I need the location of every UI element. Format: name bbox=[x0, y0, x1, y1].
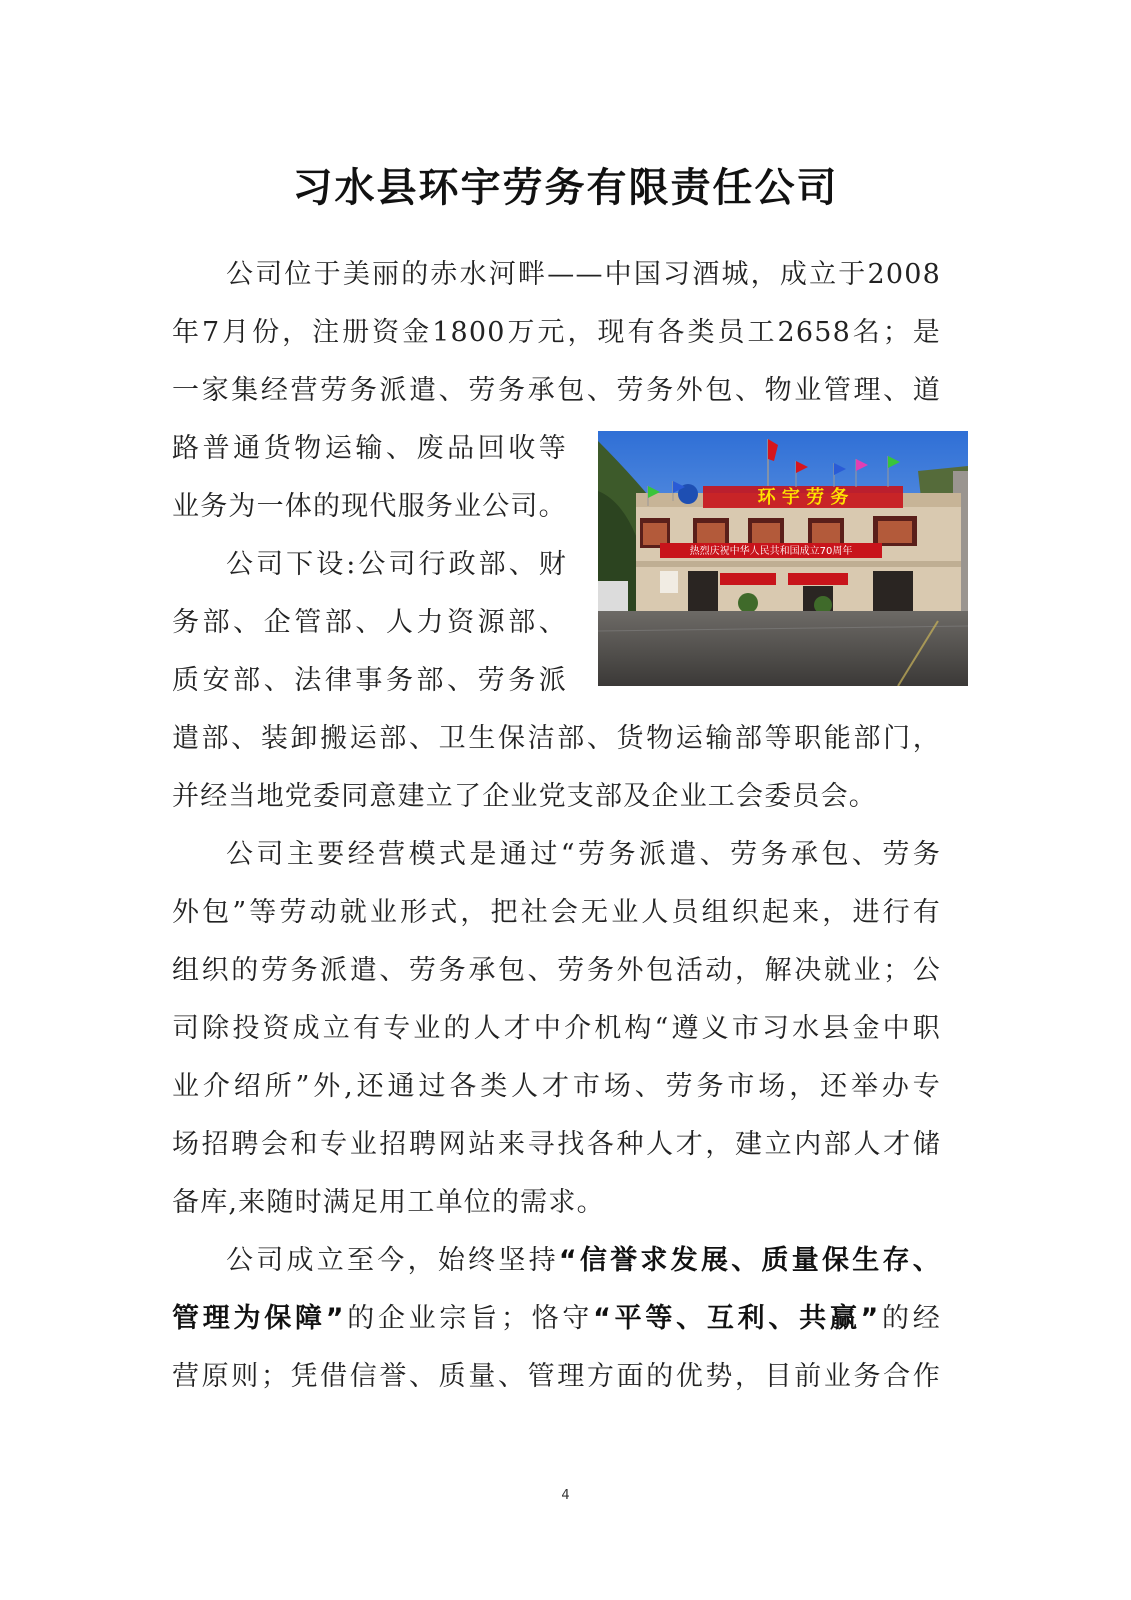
text-line bbox=[172, 1299, 941, 1339]
text-line: 一家集经营劳务派遣、劳务承包、劳务外包、物业管理、道 bbox=[172, 375, 941, 406]
photo-banner-text: 热烈庆祝中华人民共和国成立70周年 bbox=[689, 546, 853, 557]
text-line: 场招聘会和专业招聘网站来寻找各种人才，建立内部人才储 bbox=[172, 1129, 941, 1160]
text-line: 业介绍所”外,还通过各类人才市场、劳务市场，还举办专 bbox=[172, 1071, 941, 1102]
text-line: 组织的劳务派遣、劳务承包、劳务外包活动，解决就业；公 bbox=[172, 955, 941, 986]
text-line: 公司主要经营模式是通过“劳务派遣、劳务承包、劳务 bbox=[226, 839, 941, 870]
text-line: 公司下设:公司行政部、财 bbox=[226, 549, 567, 580]
text-line: 路普通货物运输、废品回收等 bbox=[172, 433, 567, 464]
text-line: 司除投资成立有专业的人才中介机构“遵义市习水县金中职 bbox=[172, 1013, 941, 1044]
document-title: 习水县环宇劳务有限责任公司 bbox=[292, 165, 839, 211]
company-tenet-text: “信誉求发展、质量保生存、 bbox=[558, 1245, 941, 1276]
text-line: 营原则；凭借信誉、质量、管理方面的优势，目前业务合作 bbox=[172, 1361, 941, 1392]
text-span: 的企业宗旨；恪守 bbox=[344, 1303, 594, 1334]
text-line: 公司位于美丽的赤水河畔——中国习酒城，成立于2008 bbox=[226, 259, 941, 290]
text-line: 外包”等劳动就业形式，把社会无业人员组织起来，进行有 bbox=[172, 897, 941, 928]
photo-sign-text: 环 宇 劳 务 bbox=[757, 487, 849, 508]
page-number: 4 bbox=[561, 1488, 570, 1503]
text-line: 业务为一体的现代服务业公司。 bbox=[172, 491, 567, 522]
text-line: 并经当地党委同意建立了企业党支部及企业工会委员会。 bbox=[172, 781, 877, 812]
company-tenet-text: 管理为保障” bbox=[172, 1303, 345, 1334]
text-line: 备库,来随时满足用工单位的需求。 bbox=[172, 1187, 605, 1218]
text-span: 的经 bbox=[879, 1303, 941, 1334]
text-line: 遣部、装卸搬运部、卫生保洁部、货物运输部等职能部门， bbox=[172, 723, 941, 754]
text-line: 务部、企管部、人力资源部、 bbox=[172, 607, 567, 638]
text-line bbox=[172, 1241, 941, 1281]
text-line: 年7月份，注册资金1800万元，现有各类员工2658名；是 bbox=[172, 317, 941, 348]
text-line: 质安部、法律事务部、劳务派 bbox=[172, 665, 567, 696]
company-building-photo bbox=[598, 431, 968, 686]
text-span: 公司成立至今，始终坚持 bbox=[226, 1245, 559, 1276]
operating-principle-text: “平等、互利、共赢” bbox=[593, 1303, 880, 1334]
